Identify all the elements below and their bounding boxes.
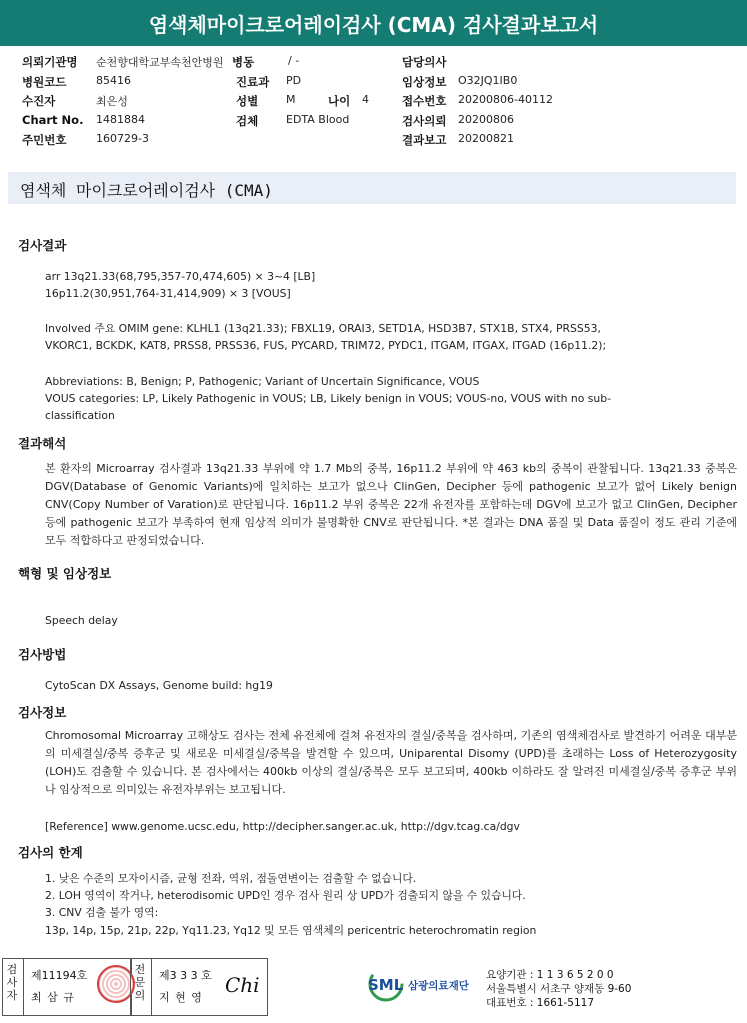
info-text: Chromosomal Microarray 고해상도 검사는 전체 유전체에 걸쳐 유전자의 결실/중복을 검사하며, 기존의 염색체검사로 발견하기 어려운 대부분의 미세결실/중복 증후군 및 새로운 미세결실/중복을 발견할 수 있으며, Uniparental Disomy (UPD)를 초래하는 Loss of Heterozygosity (LOH)도 검출할 수 있습니다. 본 검사에서는 400kb 이상의 결실/중복은 모두 보고되며, 400kb 이하라도 잘 알려진 미세결실/중복 증후군 부위나 임상적으로 의미있는 유전자부위는 보고됩니다.	[45, 729, 737, 796]
info-value: 1481884	[96, 112, 145, 126]
specialist-label: 전문의	[134, 963, 146, 1002]
tester-box	[2, 958, 132, 1016]
info-value: 85416	[96, 73, 131, 87]
abbrev-line: classification	[45, 409, 115, 422]
info-row	[22, 132, 732, 152]
info-value: O32JQ1IB0	[458, 73, 518, 87]
result-line: arr 13q21.33(68,795,357-70,474,605) × 3~4 [LB]	[45, 270, 316, 283]
info-row	[22, 54, 732, 74]
contact-line: 대표번호 : 1661-5117	[486, 997, 595, 1009]
info-label: 주민번호	[22, 133, 67, 147]
info-label: 검체	[236, 113, 259, 128]
abbrev-line: VOUS categories: LP, Likely Pathogenic in VOUS; LB, Likely benign in VOUS; VOUS-no, VOUS with no sub-	[45, 392, 611, 405]
info-value: 순천향대학교부속천안병원	[96, 56, 224, 69]
result-line: 16p11.2(30,951,764-31,414,909) × 3 [VOUS]	[45, 287, 291, 300]
info-label: 결과보고	[402, 133, 447, 147]
limit-line: 3. CNV 검출 불가 영역:	[45, 906, 159, 919]
section-title-interpretation: 결과해석	[18, 436, 67, 451]
logo-org: 삼광의료재단	[408, 980, 469, 992]
info-label: 임상정보	[402, 74, 447, 89]
info-label: 접수번호	[402, 94, 447, 108]
info-label: 병원코드	[22, 74, 67, 89]
info-value: 20200821	[458, 132, 514, 145]
specialist-box	[130, 958, 268, 1016]
limit-line: 2. LOH 영역이 작거나, heterodisomic UPD인 경우 검사 원리 상 UPD가 검출되지 않을 수 있습니다.	[45, 889, 526, 902]
signature: Chi	[225, 973, 260, 997]
section-title-info: 검사정보	[18, 705, 67, 720]
info-value: EDTA Blood	[286, 112, 350, 126]
interpretation-text: 본 환자의 Microarray 검사결과 13q21.33 부위에 약 1.7 Mb의 중복, 16p11.2 부위에 약 463 kb의 중복이 관찰됩니다. 13q21.33 중복은 DGV(Database of Genomic Variants)에 일치하는 보고가 없으나 ClinGen, Decipher 등에 pathogenic 보고가 없어 Likely benign CNV(Copy Number of Varation)로 판단됩니다. 16p11.2 부위 중복은 22개 유전자를 포함하는데 DGV에 보고가 없고 ClinGen, Decipher 등에 pathogenic 보고가 부족하여 현재 임상적 의미가 불명확한 CNV로 판단됩니다. *본 결과는 DNA 품질 및 Data 품질이 정도 관리 기준에 모두 적합하다고 판정되었습니다.	[45, 462, 737, 547]
abbrev-line: Abbreviations: B, Benign; P, Pathogenic; Variant of Uncertain Significance, VOUS	[45, 375, 480, 388]
gene-line: VKORC1, BCKDK, KAT8, PRSS8, PRSS36, FUS, PYCARD, TRIM72, PYDC1, ITGAM, ITGAX, ITGAD (16p11.2);	[45, 339, 607, 352]
info-value: M	[286, 93, 296, 106]
info-row	[22, 93, 732, 113]
report-title: 염색체마이크로어레이검사 (CMA) 검사결과보고서	[0, 0, 747, 46]
footer	[0, 958, 747, 1023]
info-value: 20200806	[458, 112, 514, 126]
info-row	[22, 113, 732, 133]
info-label: 진료과	[236, 74, 270, 89]
tester-label: 검사자	[6, 963, 18, 1002]
sml-logo	[366, 964, 478, 1004]
contact-line: 요양기관 : 1 1 3 6 5 2 0 0	[486, 969, 614, 981]
info-label: 검사의뢰	[402, 113, 447, 128]
test-name-band	[8, 172, 736, 204]
info-label: 수진자	[22, 94, 56, 108]
section-title-result: 검사결과	[18, 238, 67, 253]
info-label: 담당의사	[402, 55, 447, 69]
method-text: CytoScan DX Assays, Genome build: hg19	[45, 679, 273, 692]
section-title-limits: 검사의 한계	[18, 845, 83, 860]
section-title-karyotype: 핵형 및 임상정보	[18, 566, 112, 581]
specialist-license: 제3 3 3 호	[159, 969, 212, 982]
info-label: Chart No.	[22, 112, 84, 127]
info-value: 160729-3	[96, 132, 149, 145]
logo-brand: SML	[368, 976, 404, 994]
limit-line: 1. 낮은 수준의 모자이시즘, 균형 전좌, 역위, 점돌연변이는 검출할 수 없습니다.	[45, 872, 417, 885]
specialist-name: 지 현 영	[159, 991, 203, 1004]
info-value: 20200806-40112	[458, 93, 553, 106]
clinical-info: Speech delay	[45, 614, 118, 627]
info-label: 병동	[232, 55, 255, 69]
contact-info	[486, 968, 631, 1010]
contact-line: 서울특별시 서초구 양재동 9-60	[486, 983, 632, 995]
section-title-method: 검사방법	[18, 647, 67, 662]
reference-text: [Reference] www.genome.ucsc.edu, http://decipher.sanger.ac.uk, http://dgv.tcag.ca/dgv	[45, 820, 520, 833]
info-label: 성별	[236, 94, 259, 108]
gene-line: Involved 주요 OMIM gene: KLHL1 (13q21.33); FBXL19, ORAI3, SETD1A, HSD3B7, STX1B, STX4, PRSS53,	[45, 322, 601, 335]
patient-info	[22, 54, 732, 152]
tester-name: 최 삼 규	[31, 991, 75, 1004]
info-label: 나이	[328, 94, 351, 108]
info-value: PD	[286, 73, 302, 87]
info-value: / -	[288, 54, 300, 67]
info-value: 4	[362, 93, 369, 106]
limit-line: 13p, 14p, 15p, 21p, 22p, Yq11.23, Yq12 및 모든 염색체의 pericentric heterochromatin region	[45, 924, 537, 937]
tester-license: 제11194호	[31, 969, 88, 982]
info-value: 최은성	[96, 95, 128, 108]
info-row	[22, 74, 732, 94]
info-label: 의뢰기관명	[22, 55, 78, 69]
test-name: 염색체 마이크로어레이검사 (CMA)	[20, 181, 273, 200]
